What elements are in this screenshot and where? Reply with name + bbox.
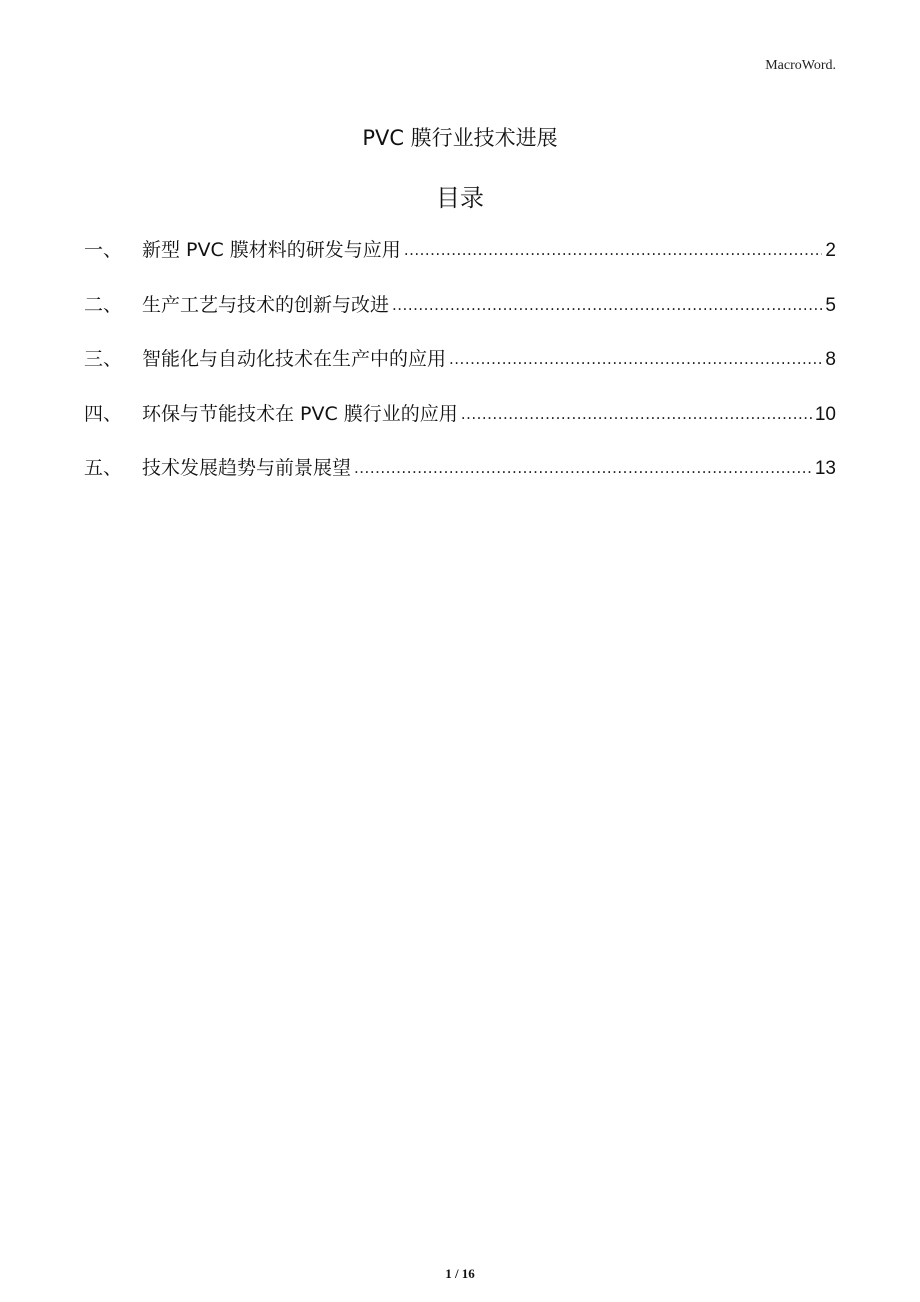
toc-entry-page: 13 (814, 458, 836, 479)
toc-entry[interactable] (84, 396, 836, 432)
document-title: PVC 膜行业技术进展 (362, 126, 558, 150)
toc-entry-number: 三、 (84, 348, 123, 370)
toc-entry-title: 新型 PVC 膜材料的研发与应用 (142, 239, 401, 261)
toc-entry-title: 技术发展趋势与前景展望 (142, 457, 352, 479)
page-number-footer: 1 / 16 (445, 1266, 475, 1281)
toc-entry[interactable] (84, 341, 836, 377)
toc-entry-title: 环保与节能技术在 PVC 膜行业的应用 (142, 402, 458, 425)
toc-entry-title: 智能化与自动化技术在生产中的应用 (142, 348, 447, 370)
toc-heading: 目录 (436, 184, 484, 212)
toc-entry-page: 5 (825, 294, 836, 316)
toc-entry[interactable] (84, 287, 836, 323)
toc-entry-page: 8 (825, 349, 836, 370)
header-mark: MacroWord. (765, 58, 836, 73)
toc-entry-page: 10 (814, 403, 836, 425)
toc-entry[interactable] (84, 232, 836, 268)
toc-entry-number: 一、 (84, 239, 123, 261)
toc-dot-leader (354, 449, 812, 486)
table-of-contents (84, 232, 836, 505)
toc-dot-leader (449, 340, 822, 377)
toc-entry-number: 四、 (84, 402, 123, 425)
toc-dot-leader (404, 231, 823, 268)
toc-entry-number: 五、 (84, 457, 123, 479)
toc-entry-number: 二、 (84, 293, 123, 316)
toc-entry-title: 生产工艺与技术的创新与改进 (142, 293, 390, 316)
toc-dot-leader (461, 395, 812, 432)
toc-dot-leader (392, 286, 822, 323)
toc-entry[interactable] (84, 450, 836, 486)
toc-entry-page: 2 (825, 240, 836, 261)
